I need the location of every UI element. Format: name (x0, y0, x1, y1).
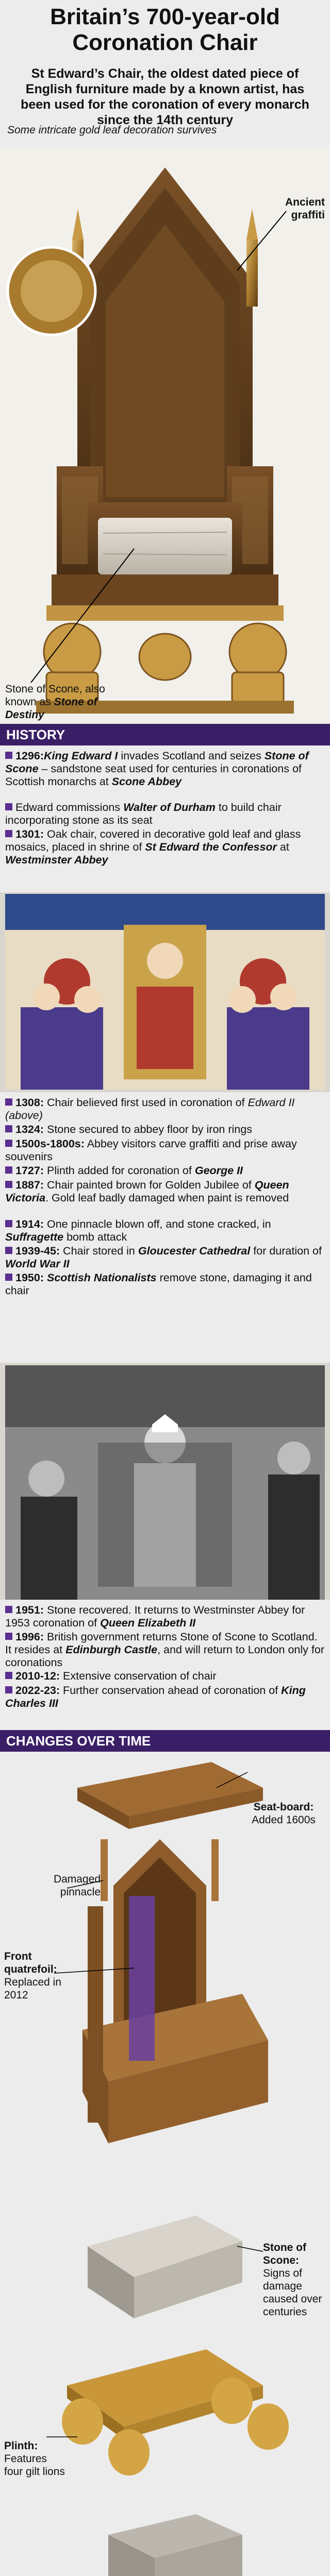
bullet-icon (5, 1125, 12, 1132)
timeline-text: Edward commissions (15, 801, 124, 814)
timeline-year: 1950: (15, 1272, 44, 1284)
bullet-icon (5, 1098, 12, 1106)
timeline-emphasis: Walter of Durham (123, 801, 216, 814)
timeline-text: at (276, 841, 289, 853)
timeline-entry (5, 801, 325, 827)
bullet-icon (5, 1633, 12, 1640)
timeline-entry (5, 1164, 325, 1177)
timeline-text: Chair believed first used in coronation of (44, 1096, 248, 1109)
stone-label (263, 2241, 327, 2318)
timeline-year: 1301: (15, 828, 44, 840)
timeline-text: bomb attack (63, 1231, 127, 1243)
timeline-text: . Gold leaf badly damaged when paint is removed (45, 1192, 289, 1204)
bullet-icon (5, 1166, 12, 1174)
history-timeline-a (0, 745, 330, 892)
timeline-entry (5, 1245, 325, 1270)
timeline-year: 1500s-1800s: (15, 1138, 85, 1150)
timeline-year: 1914: (15, 1218, 44, 1230)
timeline-italic: Edward II (above) (5, 1096, 295, 1122)
timeline-entry (5, 1670, 325, 1683)
timeline-year: 1996: (15, 1631, 44, 1643)
history-section-title: HISTORY (0, 724, 330, 745)
timeline-entry (5, 1684, 325, 1710)
timeline-emphasis: Stone of Scone (5, 750, 309, 775)
timeline-emphasis: Queen Victoria (5, 1179, 289, 1204)
timeline-text: Further conservation ahead of coronation of (60, 1684, 282, 1697)
bullet-icon (5, 752, 12, 759)
timeline-entry (5, 750, 325, 788)
timeline-entry (5, 1123, 325, 1136)
stone-text: Signs of damage caused over centuries (263, 2267, 322, 2318)
seat-board-text: Added 1600s (252, 1814, 316, 1826)
timeline-emphasis: Scone Abbey (111, 775, 182, 788)
timeline-text: British government returns Stone of Scone to Scotland. It resides at (5, 1631, 318, 1656)
timeline-text: – sandstone seat used for centuries in coronations of Scottish monarchs at (5, 762, 302, 788)
timeline-entry (5, 1218, 325, 1244)
timeline-emphasis: Queen Elizabeth II (100, 1617, 196, 1629)
timeline-text: Chair painted brown for Golden Jubilee of (44, 1179, 255, 1191)
timeline-entry (5, 828, 325, 867)
timeline-year: 1324: (15, 1123, 44, 1136)
exploded-diagram (0, 1752, 330, 2576)
bullet-icon (5, 1181, 12, 1188)
bullet-icon (5, 1606, 12, 1613)
timeline-emphasis: St Edward the Confessor (145, 841, 277, 853)
coronation-photo-illustration (5, 1365, 325, 1600)
bullet-icon (5, 1672, 12, 1679)
seat-board-title: Seat-board: (253, 1801, 314, 1813)
stone-caption (5, 683, 134, 721)
timeline-emphasis: Westminster Abbey (5, 854, 108, 866)
bullet-icon (5, 1220, 12, 1227)
timeline-text: Chair stored in (60, 1245, 138, 1257)
timeline-text: Plinth added for coronation of (44, 1164, 195, 1177)
intro-text: St Edward’s Chair, the oldest dated piece of English furniture made by a known artist, has been used for the coronation of every monarch since the 14th century (21, 66, 309, 127)
stone-title: Stone of Scone: (263, 2242, 306, 2266)
timeline-entry (5, 1138, 325, 1163)
timeline-emphasis: King Charles III (5, 1684, 306, 1709)
timeline-text: Stone recovered. It returns to Westminster Abbey for 1953 coronation of (5, 1604, 305, 1629)
timeline-emphasis: King Edward I (44, 750, 118, 762)
bullet-icon (5, 1247, 12, 1254)
timeline-emphasis: Edinburgh Castle (65, 1643, 158, 1656)
timeline-entry (5, 1096, 325, 1122)
coronation-1953-photo (5, 1365, 325, 1600)
seat-board-label (242, 1801, 325, 1826)
timeline-year: 1296: (15, 750, 44, 762)
manuscript-illustration (5, 894, 325, 1090)
changes-section-title: CHANGES OVER TIME (0, 1730, 330, 1752)
coronation-chair-illustration (0, 147, 330, 724)
timeline-year: 2010-12: (15, 1670, 60, 1682)
timeline-text: Oak chair, covered in decorative gold leaf and glass mosaics, placed in shrine of (5, 828, 301, 853)
timeline-text: Abbey visitors carve graffiti and prise away souvenirs (5, 1138, 297, 1163)
timeline-emphasis: Scottish Nationalists (46, 1272, 157, 1284)
timeline-emphasis: Gloucester Cathedral (138, 1245, 251, 1257)
manuscript-image (5, 894, 325, 1090)
stone-caption-prefix: Stone of Scone, also known as (5, 683, 105, 708)
timeline-emphasis: World War II (5, 1258, 70, 1270)
timeline-emphasis: George II (194, 1164, 243, 1177)
timeline-year: 1308: (15, 1096, 44, 1109)
quatrefoil-title: Front quatrefoil: (4, 1951, 57, 1975)
quatrefoil-label (4, 1950, 66, 2002)
bullet-icon (5, 803, 12, 810)
timeline-entry (5, 1179, 325, 1205)
timeline-text: Stone secured to abbey floor by iron rings (44, 1123, 252, 1136)
timeline-entry (5, 1604, 325, 1630)
timeline-text: remove stone, damaging it and chair (5, 1272, 312, 1297)
timeline-year: 1939-45: (15, 1245, 60, 1257)
chair-photo (0, 124, 330, 724)
timeline-emphasis: Suffragette (5, 1231, 64, 1243)
timeline-year: 1951: (15, 1604, 44, 1616)
timeline-text: , and will return to London only for coronations (5, 1643, 324, 1669)
timeline-year: 1727: (15, 1164, 44, 1177)
page-title: Britain’s 700-year-old Coronation Chair (50, 4, 280, 55)
bullet-icon (5, 1274, 12, 1281)
timeline-text: One pinnacle blown off, and stone cracked, in (44, 1218, 271, 1230)
stone-caption-name: Stone of Destiny (5, 696, 97, 721)
bullet-icon (5, 1140, 12, 1147)
history-timeline-b (0, 1092, 330, 1363)
timeline-text: to build chair incorporating stone as its seat (5, 801, 282, 826)
graffiti-caption: Ancient graffiti (285, 196, 325, 221)
quatrefoil-text: Replaced in 2012 (4, 1976, 61, 2001)
plinth-text: Features four gilt lions (4, 2453, 65, 2478)
timeline-text: for duration of (250, 1245, 322, 1257)
bullet-icon (5, 1686, 12, 1693)
bullet-icon (5, 830, 12, 837)
pinnacle-label: Damaged pinnacle (53, 1873, 101, 1898)
plinth-title: Plinth: (4, 2440, 38, 2452)
timeline-entry (5, 1272, 325, 1297)
timeline-text: invades Scotland and seizes (118, 750, 265, 762)
gold-leaf-caption: Some intricate gold leaf decoration survives (7, 124, 217, 136)
timeline-year: 1887: (15, 1179, 44, 1191)
timeline-entry (5, 1631, 325, 1669)
timeline-year: 2022-23: (15, 1684, 60, 1697)
timeline-text: Extensive conservation of chair (60, 1670, 217, 1682)
plinth-label (4, 2439, 66, 2478)
